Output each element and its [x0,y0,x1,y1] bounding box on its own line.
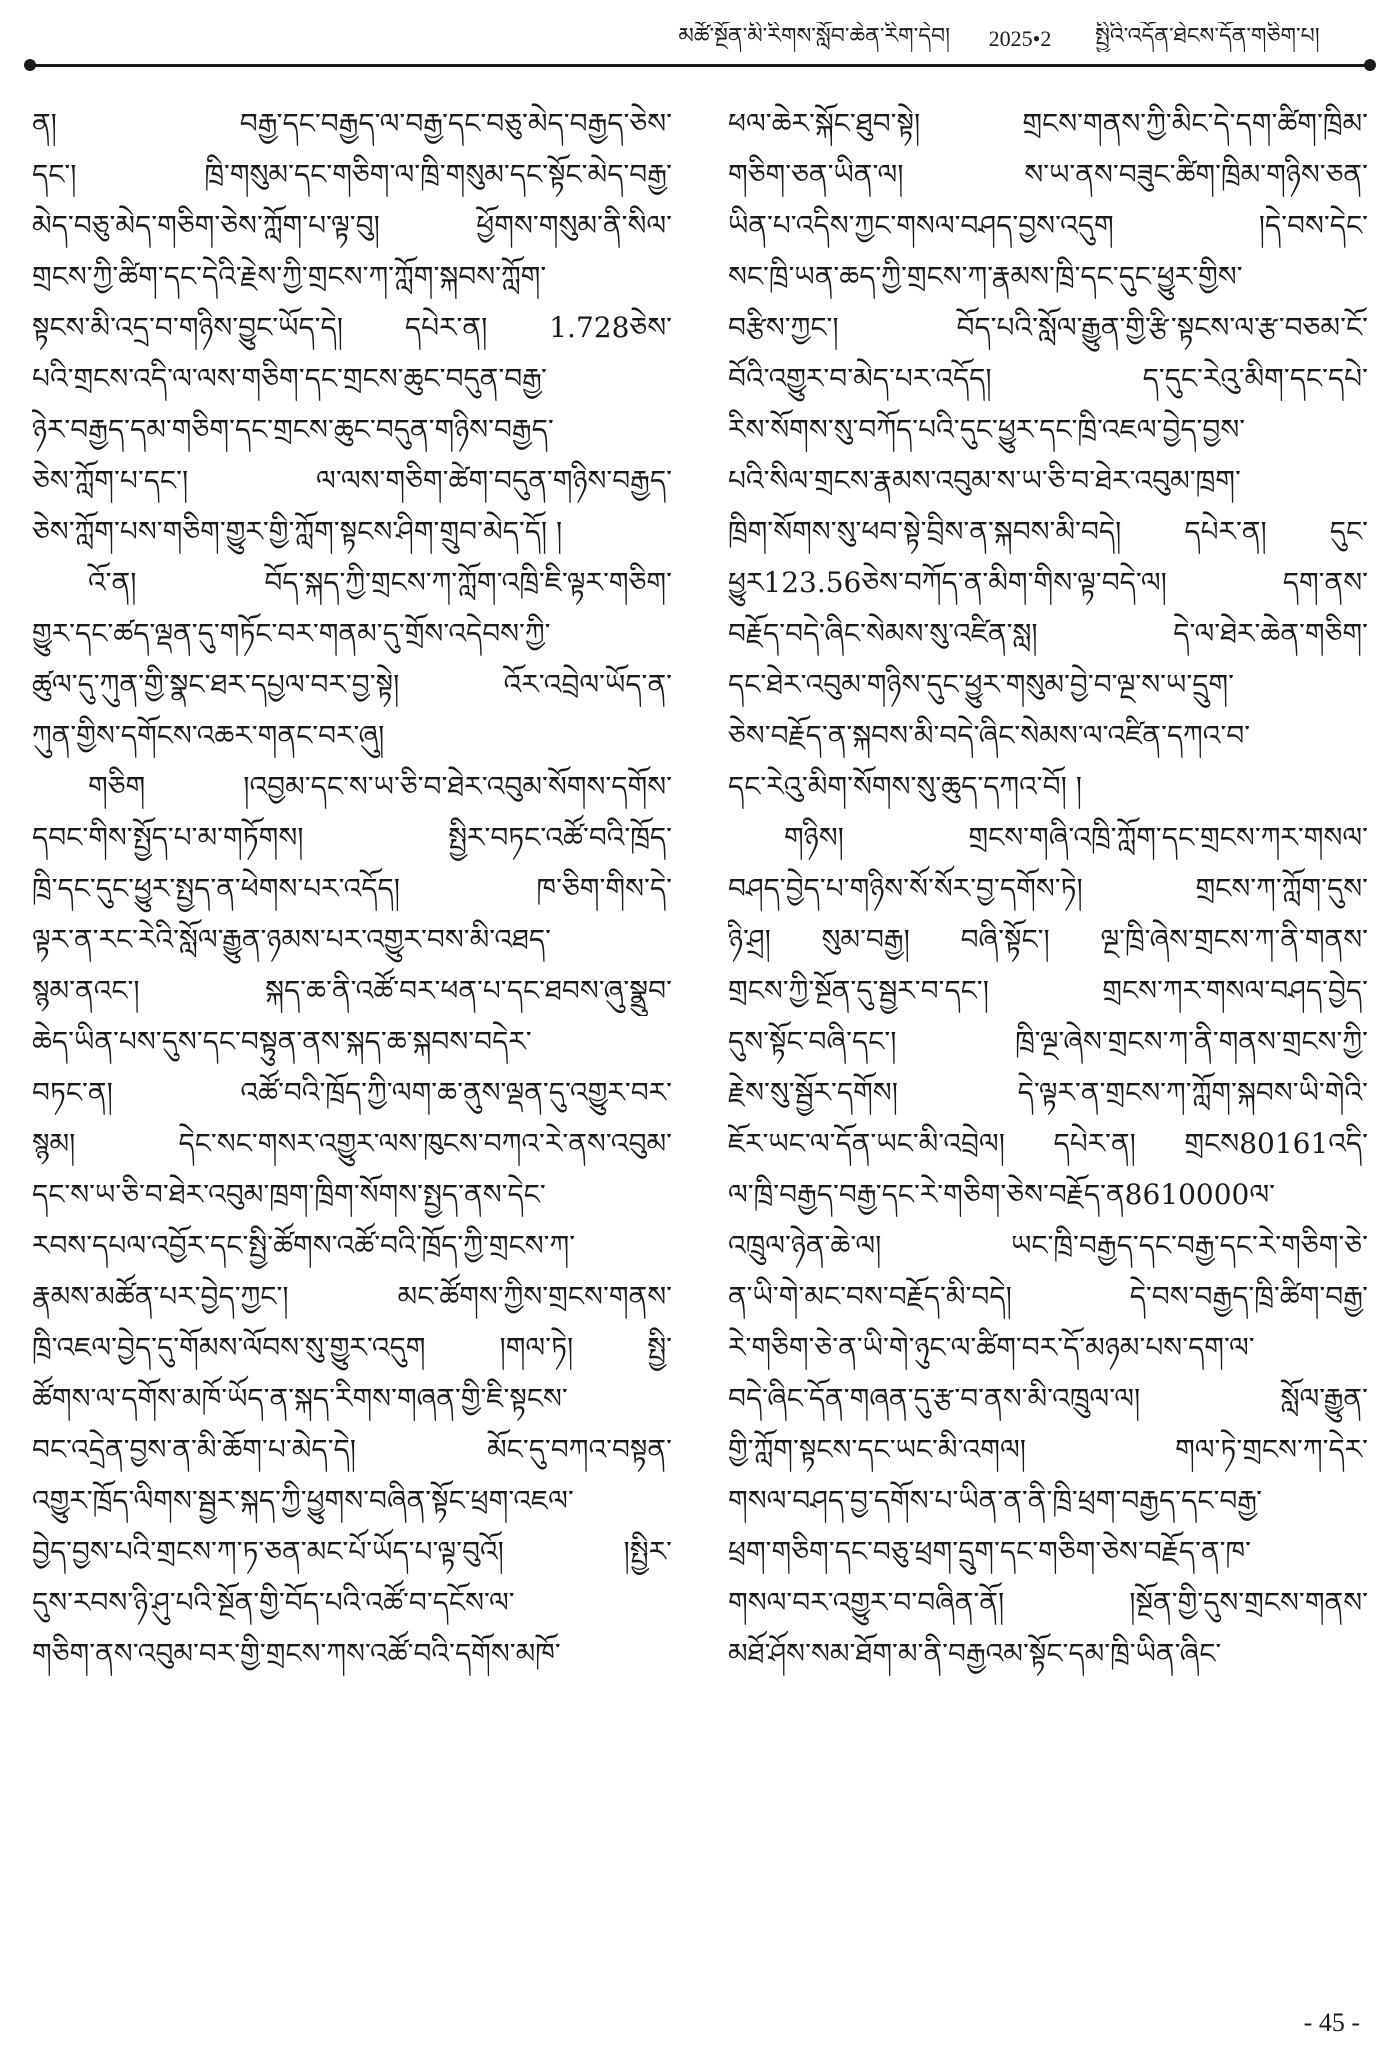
text-line: པའི་སིལ་གྲངས་རྣམས་འབུམ་ས་ཡ་ཅི་བ་ཐེར་འབུམ་ཁྲག་ [728,464,1241,497]
text-line: ཕྱུར123.56ཅེས་བཀོད་ན་མིག་གིས་ལྟ་བདེ་ལ། དག་ནས་ [728,566,1368,599]
text-line: བདེ་ཞིང་དོན་གཞན་དུ་རྩ་བ་ནས་མི་འཁྲུལ་ལ། སློལ་རྒྱུན་ [728,1382,1368,1415]
text-line: ཕྲག་གཅིག་དང་བཅུ་ཕྲག་དྲུག་དང་གཅིག་ཅེས་བརྗོད་ན་ཁ་ [728,1535,1251,1568]
text-line: གཉིས། གྲངས་གཞི་འཁྲི་ཀློག་དང་གྲངས་ཀར་གསལ་ [784,821,1368,854]
text-line: རེ་གཅིག་ཅེ་ན་ཡི་གེ་ཉུང་ལ་ཚིག་བར་དོ་མཉམ་པས་དག་ལ་ [728,1331,1255,1364]
text-line: རིས་སོགས་སུ་བཀོད་པའི་དུང་ཕྱུར་དང་ཁྲི་འཇལ་བྱེད་བྱས་ [728,413,1246,446]
text-line: ཚོགས་ལ་དགོས་མཁོ་ཡོད་ན་སྐད་རིགས་གཞན་གྱི་ཇི་སྟངས་ [32,1382,568,1415]
text-line: ཕལ་ཆེར་སྐོང་ཐུབ་སྟེ། གྲངས་གནས་ཀྱི་མིང་དེ་དག་ཚིག་ཁྲིམ་ [728,107,1368,140]
text-line: གསལ་བར་འགྱུར་བ་བཞིན་ནོ། །སྔོན་གྱི་དུས་གྲངས་གནས་ [728,1586,1368,1619]
journal-title: མཚོ་སྔོན་མི་རིགས་སློབ་ཆེན་རིག་དེབ། [678,24,950,49]
text-line: ཅེས་བརྗོད་ན་སྐབས་མི་བདེ་ཞིང་སེམས་ལ་འཛིན་དཀའ་བ་ [728,719,1251,752]
text-line: ལྟར་ན་རང་རེའི་སློལ་རྒྱུན་ཉམས་པར་འགྱུར་བས་མི་འཐད་ [32,923,551,956]
text-line: གྱི་ཀློག་སྟངས་དང་ཡང་མི་འགལ། གལ་ཏེ་གྲངས་ཀ་དེར་ [728,1433,1368,1466]
text-line: ཆེད་ཡིན་པས་དུས་དང་བསྟུན་ནས་སྐད་ཆ་སྐབས་བདེར་ [32,1025,532,1058]
text-line: ཁྲི་འཇལ་བྱེད་དུ་གོམས་ལོབས་སུ་གྱུར་འདུག །གལ་ཏེ། སྤྱི་ [32,1331,672,1364]
text-line: འཁྲུལ་ཉེན་ཆེ་ལ། ཡང་ཁྲི་བརྒྱད་དང་བརྒྱ་དང་རེ་གཅིག་ཅེ་ [728,1229,1368,1262]
text-line: གཅིག་ཅན་ཡིན་ལ། ས་ཡ་ནས་བཟུང་ཚིག་ཁྲིམ་གཉིས་ཅན་ [728,158,1368,191]
text-line: མེད་བཅུ་མེད་གཅིག་ཅེས་ཀློག་པ་ལྟ་བུ། ཕྱོགས་གསུམ་ནི་སིལ་ [32,209,672,242]
text-line: རབས་དཔལ་འབྱོར་དང་སྤྱི་ཚོགས་འཚོ་བའི་ཁྲོད་ཀྱི་གྲངས་ཀ་ [32,1229,576,1262]
text-line: གྲངས་ཀྱི་ཚིག་དང་དེའི་རྗེས་ཀྱི་གྲངས་ཀ་ཀློག་སྐབས་ཀློག་ [32,260,547,293]
page-header [30,18,1370,68]
text-line: བོའི་འགྱུར་བ་མེད་པར་འདོད། ད་དུང་རེའུ་མིག་དང་དཔེ་ [728,362,1368,395]
text-line: སྙམ་ནའང་། སྐད་ཆ་ནི་འཚོ་བར་ཕན་པ་དང་ཐབས་ཞུ་སྣྲུབ་ [32,974,672,1007]
text-line: ཅེས་ཀློག་པས་གཅིག་གྱུར་གྱི་ཀློག་སྟངས་ཤིག་གྲུབ་མེད་དོ། ། [32,515,563,548]
text-line: བརྗོད་བདེ་ཞིང་སེམས་སུ་འཛིན་སླ། དེ་ལ་ཐེར་ཆེན་གཅིག་ [728,617,1368,650]
text-line: ཁྲི་དང་དུང་ཕྱུར་སྤྱད་ན་ཕེགས་པར་འདོད། ཁ་ཅིག་གིས་དེ་ [32,872,672,905]
text-line: ལ་ཁྲི་བརྒྱད་བརྒྱ་དང་རེ་གཅིག་ཅེས་བརྗོད་ན8610000ལ་ [728,1178,1275,1211]
text-line: ཚུལ་དུ་ཀུན་གྱི་སྣང་ཐར་དཔྱལ་བར་བྱ་སྟེ། འོར་འབྲེལ་ཡོད་ན་ [32,668,672,701]
text-line: ཉེར་བརྒྱད་དམ་གཅིག་དང་གྲངས་ཆུང་བདུན་གཉིས་བརྒྱད་ [32,413,554,446]
text-line: ཅེས་ཀློག་པ་དང་། ལ་ལས་གཅིག་ཚེག་བདུན་གཉིས་བརྒྱད་ [32,464,672,497]
text-line: ཁྲིག་སོགས་སུ་ཕབ་སྟེ་བྲིས་ན་སྐབས་མི་བདེ། དཔེར་ན། དུང་ [728,515,1368,548]
text-line: བང་འདྲེན་བྱས་ན་མི་ཆོག་པ་མེད་དེ། མོང་དུ་བཀའ་བསྟན་ [32,1433,672,1466]
text-line: རྗེས་སུ་སྦྱོར་དགོས། དེ་ལྟར་ན་གྲངས་ཀ་ཀློག་སྐབས་ཡི་གེའི་ [728,1076,1368,1109]
text-line: གྱུར་དང་ཚད་ལྡན་དུ་གཏོང་བར་གནམ་དུ་གྲོས་འདེབས་ཀྱི་ [32,617,551,650]
section-title: སྤྱིའི་འདོན་ཐེངས་དོན་གཅིག་པ། [1095,24,1320,49]
page-number: - 45 - [1303,2008,1360,2037]
text-line: ན། བརྒྱ་དང་བརྒྱད་ལ་བརྒྱ་དང་བཅུ་མེད་བརྒྱད་ཅེས་ [32,107,672,140]
text-line: དང་རེའུ་མིག་སོགས་སུ་ཆུད་དཀའ་བོ། ། [728,770,1082,803]
text-line: འོ་ན། བོད་སྐད་ཀྱི་གྲངས་ཀ་ཀློག་འཁྲི་ཇི་ལྟར་གཅིག་ [88,566,672,599]
header-rule [30,64,1370,67]
text-line: གཅིག །འབྱམ་དང་ས་ཡ་ཅི་བ་ཐེར་འབུམ་སོགས་དགོས་ [88,770,672,803]
text-line: བཏང་ན། འཚོ་བའི་ཁྲོད་ཀྱི་ལག་ཆ་ནུས་ལྡན་དུ་འགྱུར་བར་ [32,1076,672,1109]
text-line: དང་ས་ཡ་ཅི་བ་ཐེར་འབུམ་ཁྲག་ཁྲིག་སོགས་སྤྱད་ནས་དེང་ [32,1178,546,1211]
text-line: དབང་གིས་སྤྱོད་པ་མ་གཏོགས། སྤྱིར་བཏང་འཚོ་བའི་ཁྲོད་ [32,821,672,854]
text-line: སྟངས་མི་འདྲ་བ་གཉིས་བྱུང་ཡོད་དེ། དཔེར་ན། 1.728ཅེས་ [32,311,672,344]
text-line: ཉི་ཤྲ། སུམ་བརྒྱ། བཞི་སྟོང་། ལྔ་ཁྲི་ཞེས་གྲངས་ཀ་ནི་གནས་ [728,923,1368,956]
issue-number: 2025•2 [988,26,1052,51]
text-line: གསལ་བཤད་བྱ་དགོས་པ་ཡིན་ན་ནི་ཁྲི་ཕྲག་བརྒྱད་དང་བརྒྱ་ [728,1484,1263,1517]
text-line: དུས་སྟོང་བཞི་དང་། ཁྲི་ལྔ་ཞེས་གྲངས་ཀ་ནི་གནས་གྲངས་ཀྱི་ [728,1025,1368,1058]
text-line: མཐོ་ཤོས་སམ་ཐོག་མ་ནི་བརྒྱའམ་སྟོང་དམ་ཁྲི་ཡིན་ཞིང་ [728,1637,1222,1670]
text-line: སང་ཁྲི་ཡན་ཆད་ཀྱི་གྲངས་ཀ་རྣམས་ཁྲི་དང་དུང་ཕྱུར་གྱིས་ [728,260,1243,293]
right-column [728,98,1368,1968]
text-line: གཅིག་ནས་འབུམ་བར་གྱི་གྲངས་ཀས་འཚོ་བའི་དགོས་མཁོ་ [32,1637,561,1670]
text-line: སྙམ། དེང་སང་གསར་འགྱུར་ལས་ཁུངས་བཀའ་རེ་ནས་འབུམ་ [32,1127,672,1160]
text-line: ཡིན་པ་འདིས་ཀྱང་གསལ་བཤད་བྱས་འདུག །དེ་བས་དེང་ [728,209,1368,242]
text-line: དང་ཐེར་འབུམ་གཉིས་དུང་ཕྱུར་གསུམ་བྱེ་བ་ལྔ་ས་ཡ་དྲུག་ [728,668,1235,701]
text-line: ཀུན་གྱིས་དགོངས་འཆར་གནང་བར་ཞུ། [32,719,385,752]
text-line: དང་། ཁྲི་གསུམ་དང་གཅིག་ལ་ཁྲི་གསུམ་དང་སྟོང་མེད་བརྒྱ་ [32,158,672,191]
text-line: བརྩིས་ཀྱང་། བོད་པའི་སློལ་རྒྱུན་གྱི་རྩི་སྟངས་ལ་རྩ་བཅམ་ངོ་ [728,311,1368,344]
header-rule-dot-right [1364,59,1376,71]
text-line: པའི་གྲངས་འདི་ལ་ལས་གཅིག་དང་གྲངས་ཆུང་བདུན་བརྒྱ་ [32,362,547,395]
text-line: འགྱུར་ཁྲོད་ལིགས་སྦྱར་སྐད་ཀྱི་ཕྱུགས་བཞིན་སྟོང་ཕྲག་འཇལ་ [32,1484,574,1517]
text-line: ཇོར་ཡང་ལ་དོན་ཡང་མི་འབྲེལ། དཔེར་ན། གྲངས80161འདི་ [728,1127,1368,1160]
text-line: བྱེད་བྱས་པའི་གྲངས་ཀ་ཏ་ཅན་མང་པོ་ཡོད་པ་ལྟ་བུའོ། །སྤྱིར་ [32,1535,672,1568]
text-line: དུས་རབས་ཉི་ཤུ་པའི་སྔོན་གྱི་བོད་པའི་འཚོ་བ་དངོས་ལ་ [32,1586,515,1619]
text-line: ན་ཡི་གེ་མང་བས་བརྗོད་མི་བདེ། དེ་བས་བརྒྱད་ཁྲི་ཚིག་བརྒྱ་ [728,1280,1368,1313]
text-line: རྣམས་མཚོན་པར་བྱེད་ཀྱང་། མང་ཚོགས་ཀྱིས་གྲངས་གནས་ [32,1280,672,1313]
header-rule-dot-left [24,59,36,71]
text-line: གྲངས་ཀྱི་སྔོན་དུ་སྦྱར་བ་དང་། གྲངས་ཀར་གསལ་བཤད་བྱེད་ [728,974,1368,1007]
left-column [32,98,672,1968]
text-line: བཤད་བྱེད་པ་གཉིས་སོ་སོར་བྱ་དགོས་ཏེ། གྲངས་ཀ་ཀློག་དུས་ [728,872,1368,905]
